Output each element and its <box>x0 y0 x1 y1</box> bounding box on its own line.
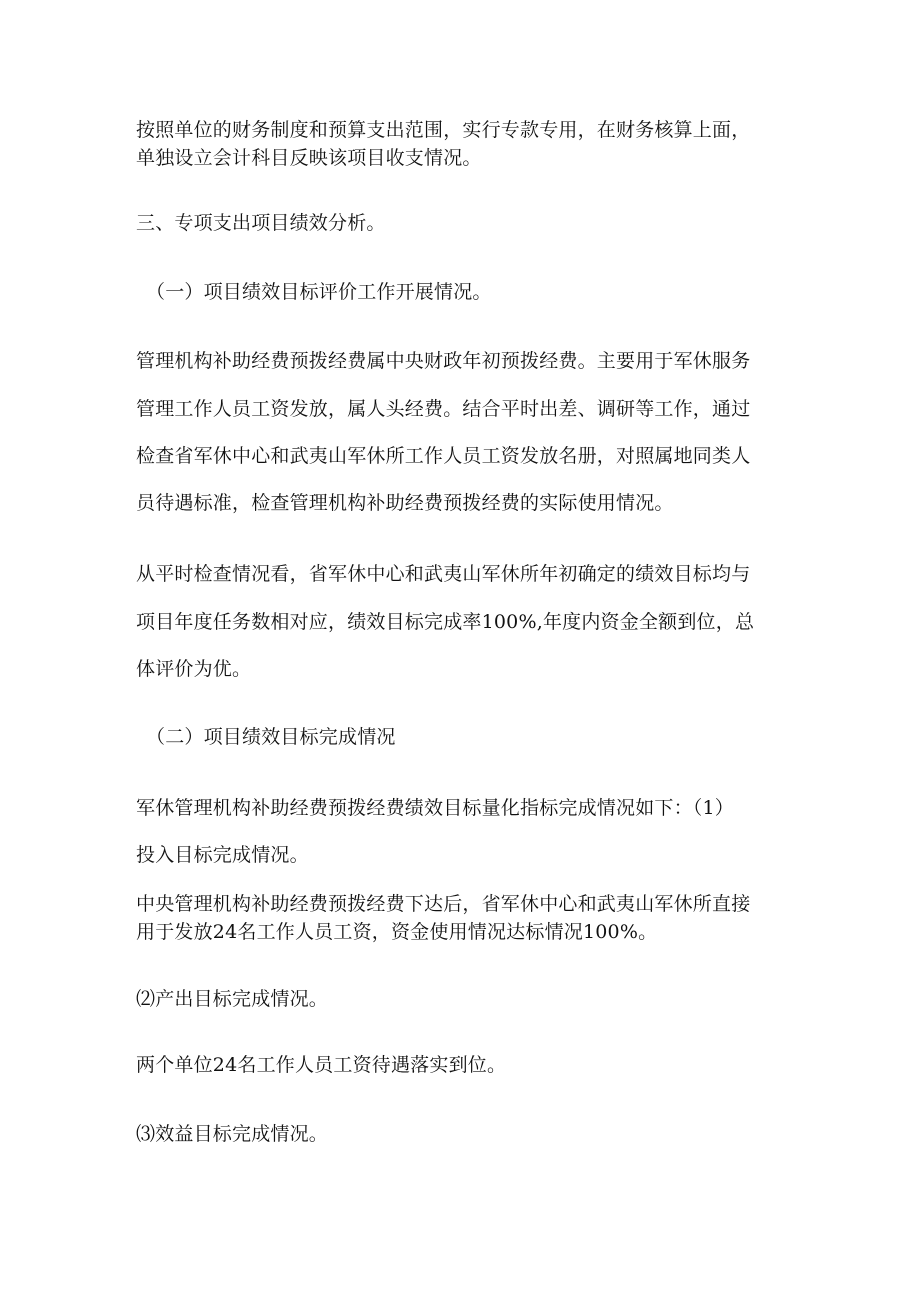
text-line: 体评价为优。 <box>136 658 252 680</box>
text-line: 从平时检查情况看，省军休中心和武夷山军休所年初确定的绩效目标均与 <box>136 563 751 585</box>
subsection-heading-1: （一）项目绩效目标评价工作开展情况。 <box>146 281 492 303</box>
section-heading-3: 三、专项支出项目绩效分析。 <box>136 212 386 234</box>
text-line: 按照单位的财务制度和预算支出范围，实行专款专用，在财务核算上面， <box>136 119 751 141</box>
text-line: 单独设立会计科目反映该项目收支情况。 <box>136 147 482 169</box>
text-line: 用于发放24名工作人员工资，资金使用情况达标情况100%。 <box>136 921 658 943</box>
output-result: 两个单位24名工作人员工资待遇落实到位。 <box>136 1054 507 1076</box>
text-line: 中央管理机构补助经费预拨经费下达后，省军休中心和武夷山军休所直接 <box>136 893 751 915</box>
text-line: 管理工作人员工资发放，属人头经费。结合平时出差、调研等工作，通过 <box>136 398 751 420</box>
text-line: 检查省军休中心和武夷山军休所工作人员工资发放名册，对照属地同类人 <box>136 445 751 467</box>
text-line: 投入目标完成情况。 <box>136 844 309 866</box>
text-line: 军休管理机构补助经费预拨经费绩效目标量化指标完成情况如下：（1） <box>136 797 734 819</box>
benefit-heading: ⑶效益目标完成情况。 <box>136 1123 329 1145</box>
subsection-heading-2: （二）项目绩效目标完成情况 <box>146 726 396 748</box>
text-line: 管理机构补助经费预拨经费属中央财政年初预拨经费。主要用于军休服务 <box>136 350 751 372</box>
text-line: 项目年度任务数相对应，绩效目标完成率100%,年度内资金全额到位，总 <box>136 611 755 633</box>
output-heading: ⑵产出目标完成情况。 <box>136 988 329 1010</box>
text-line: 员待遇标准，检查管理机构补助经费预拨经费的实际使用情况。 <box>136 492 674 514</box>
